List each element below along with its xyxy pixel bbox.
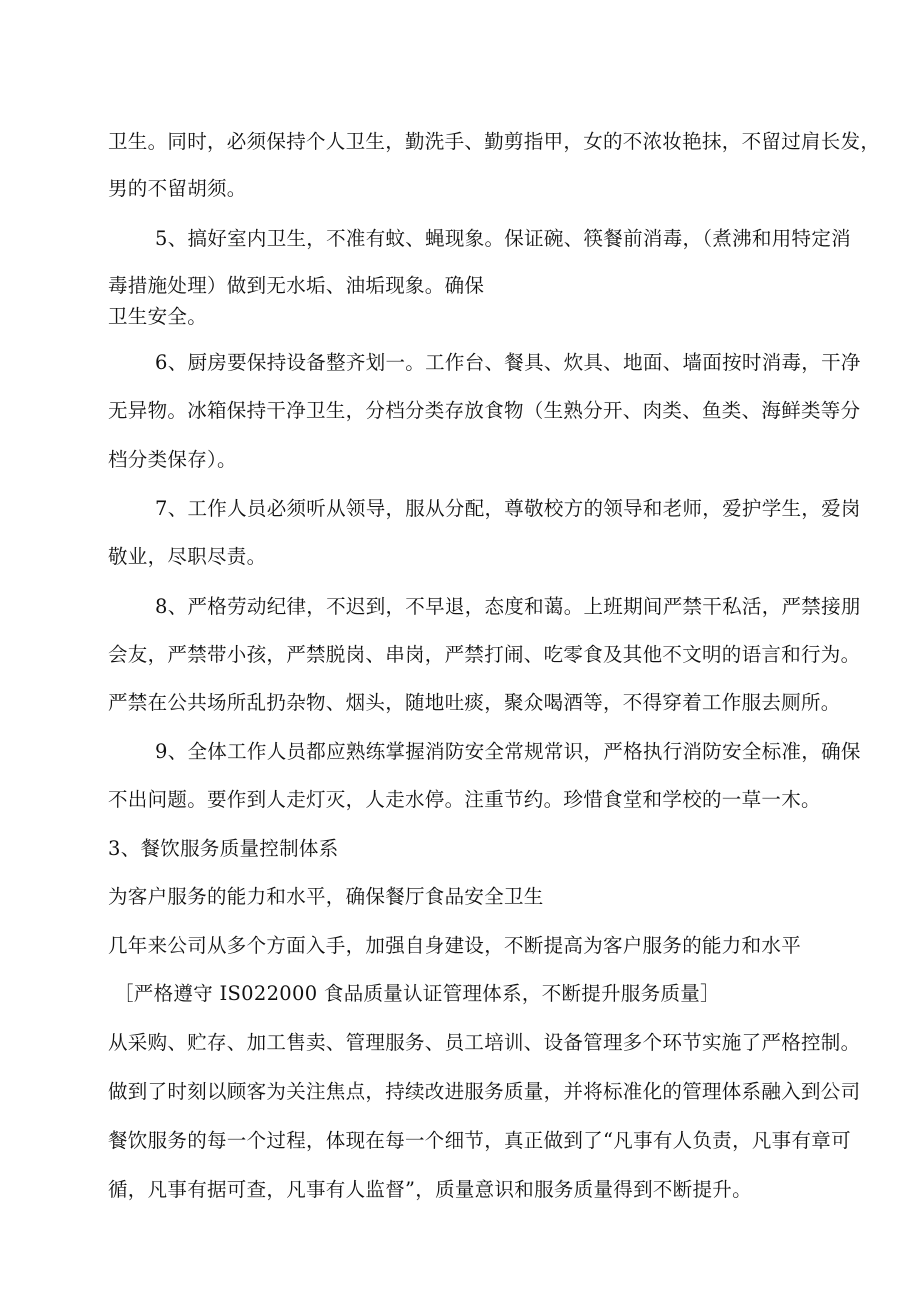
text-line: 做到了时刻以顾客为关注焦点，持续改进服务质量，并将标准化的管理体系融入到公司 xyxy=(108,1080,861,1103)
text-line: 3、餐饮服务质量控制体系 xyxy=(108,837,339,860)
text-line: 为客户服务的能力和水平，确保餐厅食品安全卫生 xyxy=(108,885,544,908)
text-line: 毒措施处理）做到无水垢、油垢现象。确保 xyxy=(108,274,485,297)
text-line: 严禁在公共场所乱扔杂物、烟头，随地吐痰，聚众喝酒等，不得穿着工作服去厕所。 xyxy=(108,691,841,714)
text-line: 会友，严禁带小孩，严禁脱岗、串岗，严禁打闹、吃零食及其他不文明的语言和行为。 xyxy=(108,643,861,666)
text-line: 几年来公司从多个方面入手，加强自身建设，不断提高为客户服务的能力和水平 xyxy=(108,934,802,957)
text-line: 敬业，尽职尽责。 xyxy=(108,545,267,568)
text-line: 男的不留胡须。 xyxy=(108,177,247,200)
text-line: 8、严格劳动纪律，不迟到，不早退，态度和蔼。上班期间严禁干私活，严禁接朋 xyxy=(155,595,861,618)
text-line: 档分类保存）。 xyxy=(108,448,237,471)
text-line: ［严格遵守 IS022000 食品质量认证管理体系，不断提升服务质量］ xyxy=(114,982,720,1005)
text-line: 5、搞好室内卫生，不准有蚊、蝇现象。保证碗、筷餐前消毒，（煮沸和用特定消 xyxy=(155,227,851,250)
text-line: 卫生安全。 xyxy=(108,305,208,328)
text-line: 不出问题。要作到人走灯灭，人走水停。注重节约。珍惜食堂和学校的一草一木。 xyxy=(108,788,821,811)
text-line: 循，凡事有据可查，凡事有人监督”，质量意识和服务质量得到不断提升。 xyxy=(108,1178,752,1201)
text-line: 从采购、贮存、加工售卖、管理服务、员工培训、设备管理多个环节实施了严格控制。 xyxy=(108,1031,861,1054)
text-line: 7、工作人员必须听从领导，服从分配，尊敬校方的领导和老师，爱护学生，爱岗 xyxy=(155,497,861,520)
text-line: 9、全体工作人员都应熟练掌握消防安全常规常识，严格执行消防安全标准，确保 xyxy=(155,740,861,763)
text-line: 6、厨房要保持设备整齐划一。工作台、餐具、炊具、地面、墙面按时消毒，干净 xyxy=(155,351,861,374)
text-line: 无异物。冰箱保持干净卫生，分档分类存放食物（生熟分开、肉类、鱼类、海鲜类等分 xyxy=(108,399,861,422)
text-line: 餐饮服务的每一个过程，体现在每一个细节，真正做到了“凡事有人负责，凡事有章可 xyxy=(108,1129,851,1152)
text-line: 卫生。同时，必须保持个人卫生，勤洗手、勤剪指甲，女的不浓妆艳抹，不留过肩长发， xyxy=(108,130,881,153)
